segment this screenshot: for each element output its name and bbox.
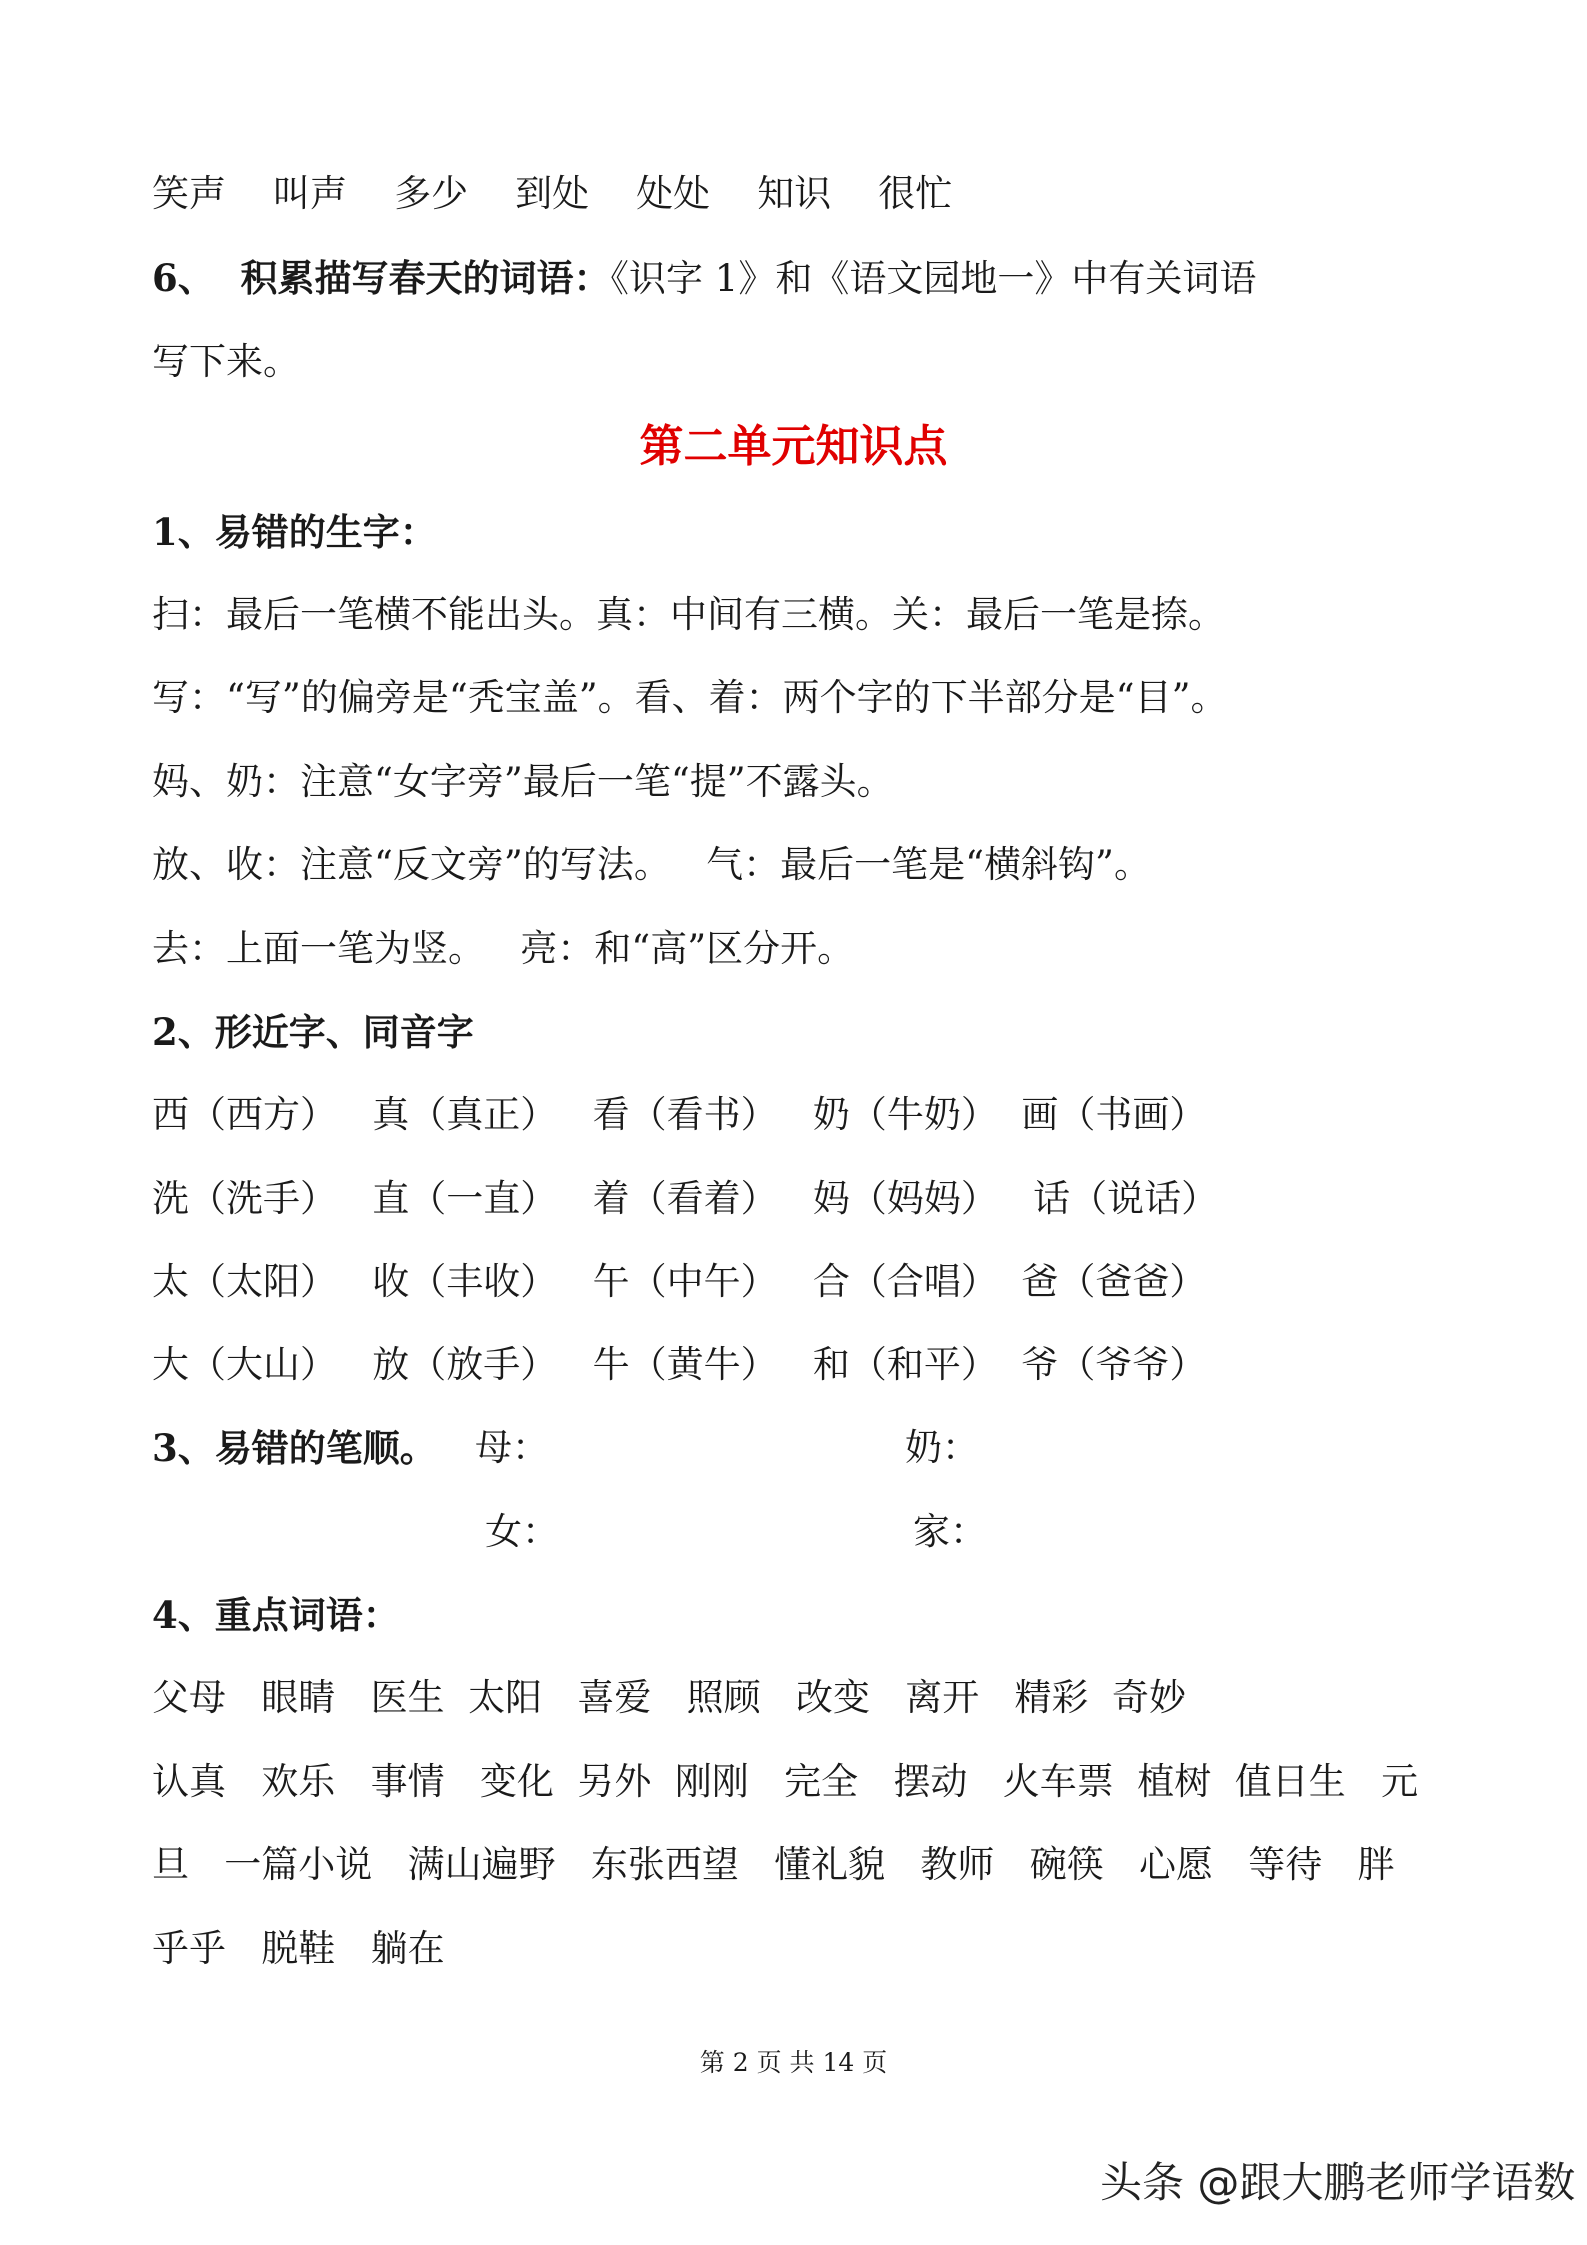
section-1-line: 放、收：注意“反文旁”的写法。 气：最后一笔是“横斜钩”。 — [152, 843, 1151, 886]
section-4-line: 认真 欢乐 事情 变化 另外 刚刚 完全 摆动 火车票 植树 值日生 元 — [152, 1760, 1419, 1803]
section-2-row: 西（西方） 真（真正） 看（看书） 奶（牛奶） 画（书画） — [152, 1093, 1207, 1136]
section-1-line: 妈、奶：注意“女字旁”最后一笔“提”不露头。 — [152, 760, 894, 803]
section-2-row: 洗（洗手） 直（一直） 着（看着） 妈（妈妈） 话（说话） — [152, 1177, 1219, 1220]
section-1-line: 写：“写”的偏旁是“秃宝盖”。看、着：两个字的下半部分是“目”。 — [152, 676, 1228, 719]
item-6-text: 《识字 1》和《语文园地一》中有关词语 — [610, 257, 1257, 300]
item-6-continuation: 写下来。 — [152, 340, 300, 383]
section-2-row: 大（大山） 放（放手） 牛（黄牛） 和（和平） 爷（爷爷） — [152, 1343, 1207, 1386]
watermark: 头条 @跟大鹏老师学语数 — [1100, 2158, 1576, 2207]
section-2-title: 2、形近字、同音字 — [152, 1010, 474, 1054]
stroke-order-item: 奶： — [905, 1426, 979, 1469]
section-4-title: 4、重点词语： — [152, 1593, 400, 1637]
section-4-line: 父母 眼睛 医生 太阳 喜爱 照顾 改变 离开 精彩 奇妙 — [152, 1676, 1187, 1719]
item-6 — [152, 254, 1256, 303]
previous-word-list: 笑声 叫声 多少 到处 处处 知识 很忙 — [152, 172, 953, 215]
stroke-order-item: 女： — [485, 1510, 559, 1553]
unit-title: 第二单元知识点 — [639, 421, 948, 472]
stroke-order-item: 母： — [475, 1426, 549, 1469]
section-3-title: 3、易错的笔顺。 — [152, 1426, 437, 1470]
section-1-title: 1、易错的生字： — [152, 510, 437, 554]
stroke-order-item: 家： — [913, 1510, 987, 1553]
section-1-line: 去：上面一笔为竖。 亮：和“高”区分开。 — [152, 927, 855, 970]
item-6-label: 6、 积累描写春天的词语： — [152, 256, 611, 300]
section-4-line: 旦 一篇小说 满山遍野 东张西望 懂礼貌 教师 碗筷 心愿 等待 胖 — [152, 1843, 1395, 1886]
section-4-line: 乎乎 脱鞋 躺在 — [152, 1927, 445, 1970]
page-footer: 第 2 页 共 14 页 — [699, 2048, 888, 2077]
section-1-line: 扫：最后一笔横不能出头。真：中间有三横。关：最后一笔是捺。 — [152, 593, 1225, 636]
section-2-row: 太（太阳） 收（丰收） 午（中午） 合（合唱） 爸（爸爸） — [152, 1260, 1207, 1303]
